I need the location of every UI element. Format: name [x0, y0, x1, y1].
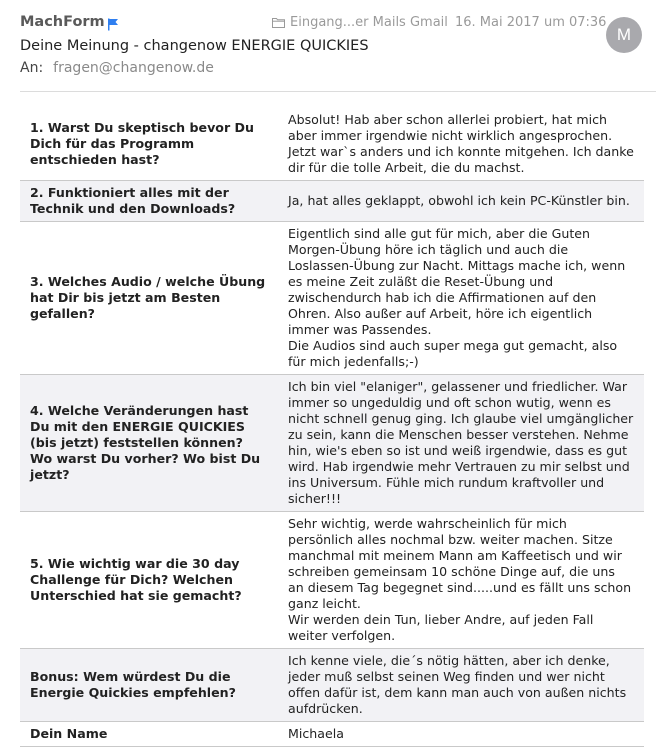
- question-cell: Bonus: Wem würdest Du die Energie Quickies empfehlen?: [20, 649, 278, 722]
- recipient-line: [20, 60, 214, 76]
- answer-paragraph: Wir werden dein Tun, lieber Andre, auf jeden Fall weiter verfolgen.: [288, 612, 594, 643]
- table-row: [20, 722, 644, 747]
- question-cell: 3. Welches Audio / welche Übung hat Dir bis jetzt am Besten gefallen?: [20, 222, 278, 375]
- received-date: 16. Mai 2017 um 07:36: [455, 15, 607, 30]
- qa-table-body: [20, 108, 644, 747]
- header-divider: [20, 91, 656, 92]
- table-row: [20, 222, 644, 375]
- answer-cell: [278, 181, 644, 222]
- flag-icon[interactable]: [107, 18, 119, 31]
- folder-label: Eingang...er Mails Gmail: [290, 15, 448, 30]
- answer-cell: [278, 512, 644, 649]
- answer-paragraph: Ich bin viel "elaniger", gelassener und friedlicher. War immer so ungeduldig und oft schon wutig, wenn es nicht schnell genug ging. Ich glaube viel umgänglicher zu sein, kann die Menschen besser verstehen. Nehme hin, wie's eben so ist und weiß irgendwie, dass es gut wird. Hab irgendwie mehr Vertrauen zu mir selbst und ins Universum. Fühle mich rundum kraftvoller und sicher!!!: [288, 379, 634, 506]
- email-subject: Deine Meinung - changenow ENERGIE QUICKIES: [20, 38, 369, 54]
- table-row: [20, 649, 644, 722]
- answer-cell: [278, 722, 644, 747]
- answer-paragraph: Ja, hat alles geklappt, obwohl ich kein PC-Künstler bin.: [288, 193, 630, 208]
- answer-cell: [278, 108, 644, 181]
- answer-paragraph: Die Audios sind auch super mega gut gemacht, also für mich jedenfalls;-): [288, 338, 618, 369]
- question-cell: 4. Welche Veränderungen hast Du mit den ENERGIE QUICKIES (bis jetzt) feststellen können? Wo warst Du vorher? Wo bist Du jetzt?: [20, 375, 278, 512]
- table-row: [20, 512, 644, 649]
- avatar[interactable]: M: [606, 17, 642, 53]
- answer-cell: [278, 222, 644, 375]
- answer-paragraph: Absolut! Hab aber schon allerlei probiert, hat mich aber immer irgendwie nicht wirklich angesprochen. Jetzt war`s anders und ich konnte mitgehen. Ich danke dir für die tolle Arbeit, die du machst.: [288, 112, 634, 175]
- question-cell: Dein Name: [20, 722, 278, 747]
- to-label: An:: [20, 60, 44, 76]
- mailbox-folder[interactable]: [272, 15, 448, 30]
- recipient-address[interactable]: fragen@changenow.de: [53, 60, 214, 76]
- email-header: [0, 0, 656, 92]
- form-response-table: [20, 108, 644, 747]
- qa-table: [20, 108, 644, 747]
- table-row: [20, 181, 644, 222]
- folder-icon: [272, 17, 285, 28]
- sender-name[interactable]: MachForm: [20, 14, 105, 30]
- answer-paragraph: Eigentlich sind alle gut für mich, aber die Guten Morgen-Übung höre ich täglich und auch die Loslassen-Übung zur Nacht. Mittags mache ich, wenn es meine Zeit zuläßt die Reset-Übung und zwischendurch hab ich die Affirmationen auf den Ohren. Also außer auf Arbeit, höre ich eigentlich immer was Passendes.: [288, 226, 626, 337]
- table-row: [20, 108, 644, 181]
- answer-paragraph: Ich kenne viele, die´s nötig hätten, aber ich denke, jeder muß selbst seinen Weg finden und wer nicht offen dafür ist, dem kann man auch von außen nichts aufdrücken.: [288, 653, 627, 716]
- answer-cell: [278, 375, 644, 512]
- question-cell: 1. Warst Du skeptisch bevor Du Dich für das Programm entschieden hast?: [20, 108, 278, 181]
- answer-cell: [278, 649, 644, 722]
- question-cell: 5. Wie wichtig war die 30 day Challenge für Dich? Welchen Unterschied hat sie gemacht?: [20, 512, 278, 649]
- answer-paragraph: Michaela: [288, 726, 344, 741]
- answer-paragraph: Sehr wichtig, werde wahrscheinlich für mich persönlich alles nochmal bzw. weiter machen. Sitze manchmal mit meinem Mann am Kaffeetisch und wir schreiben gemeinsam 10 schöne Dinge auf, die uns an diesem Tag begegnet sind.....und es fällt uns schon ganz leicht.: [288, 516, 632, 611]
- table-row: [20, 375, 644, 512]
- question-cell: 2. Funktioniert alles mit der Technik und den Downloads?: [20, 181, 278, 222]
